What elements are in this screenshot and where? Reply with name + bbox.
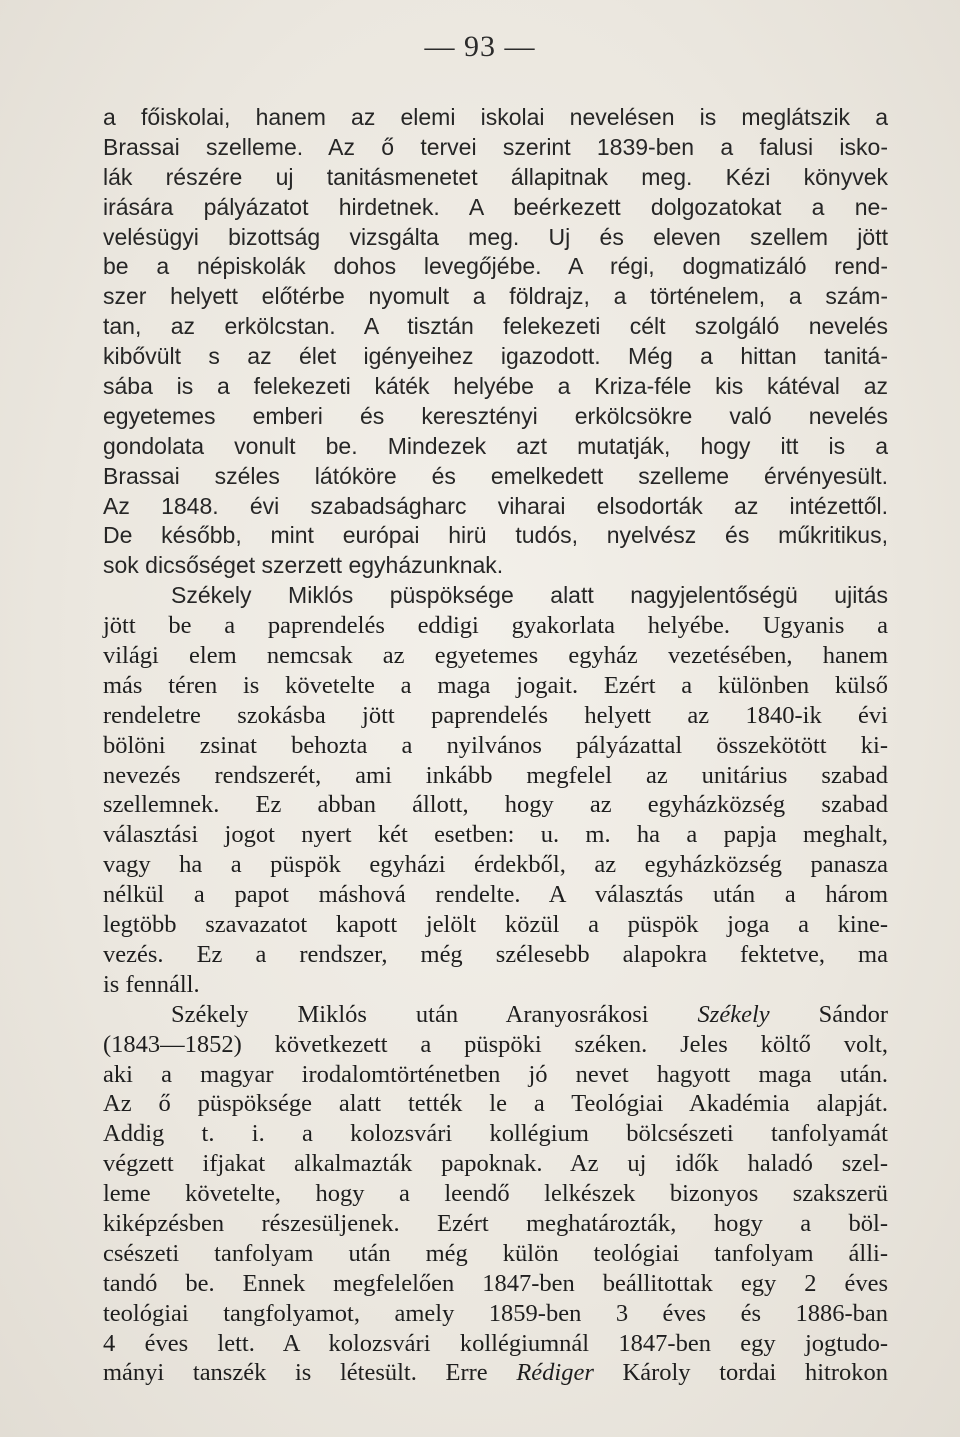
text-line (103, 252, 888, 282)
text-segment: nevezés rendszerét, ami inkább megfelel az unitárius szabad (103, 761, 888, 789)
text-segment: gondolata vonult be. Mindezek azt mutatják, hogy itt is a (103, 432, 888, 459)
text-segment: Székely Miklós püspöksége alatt nagyjelentőségü ujitás (171, 582, 888, 609)
text-segment: tan, az erkölcstan. A tisztán felekezeti célt szolgáló nevelés (103, 313, 888, 340)
text-segment: 4 éves lett. A kolozsvári kollégiumnál 1847-ben egy jogtudo- (103, 1329, 888, 1357)
text-segment: Az ő püspöksége alatt tették le a Teológiai Akadémia alapját. (103, 1090, 888, 1118)
text-line (103, 1239, 888, 1269)
text-line (103, 1089, 888, 1119)
text-line (103, 342, 888, 372)
text-line (103, 551, 888, 581)
text-line (103, 1149, 888, 1179)
text-line (103, 1060, 888, 1090)
text-segment: be a népiskolák dohos levegőjébe. A régi, dogmatizáló rend- (103, 253, 888, 280)
text-segment: aki a magyar irodalomtörténetben jó nevet hagyott maga után. (103, 1060, 888, 1088)
text-segment: legtöbb szavazatot kapott jelölt közül a püspök joga a kine- (103, 911, 888, 939)
text-line (103, 1000, 888, 1030)
text-segment: (1843—1852) következett a püspöki széken. Jeles költő volt, (103, 1030, 888, 1058)
text-line (103, 103, 888, 133)
text-segment: kiképzésben részesüljenek. Ezért meghatározták, hogy a böl- (103, 1209, 888, 1237)
text-segment: kibővült s az élet igényeihez igazodott. Még a hittan tanitá- (103, 343, 888, 370)
text-segment: Károly tordai hitrokon (593, 1359, 889, 1387)
text-line (103, 223, 888, 253)
page-number: — 93 — (424, 30, 536, 63)
text-line (103, 282, 888, 312)
text-line (103, 133, 888, 163)
text-segment: vagy ha a püspök egyházi érdekből, az egyházközség panasza (103, 851, 888, 879)
text-segment: a főiskolai, hanem az elemi iskolai nevelésen is meglátszik a (103, 104, 888, 130)
text-line (103, 671, 888, 701)
text-line (103, 1329, 888, 1359)
text-line (103, 850, 888, 880)
italic-name: Székely (697, 1000, 770, 1028)
text-line (103, 1358, 888, 1388)
text-segment: is fennáll. (103, 970, 200, 998)
text-line (103, 1299, 888, 1329)
text-segment: bölöni zsinat behozta a nyilvános pályázattal összekötött ki- (103, 731, 888, 759)
text-segment: Addig t. i. a kolozsvári kollégium bölcsészeti tanfolyamát (103, 1120, 888, 1148)
text-segment: Brassai széles látóköre és emelkedett szelleme érvényesült. (103, 462, 888, 489)
text-line (103, 940, 888, 970)
text-line (103, 1030, 888, 1060)
text-line (103, 312, 888, 342)
text-line (103, 193, 888, 223)
text-line (103, 492, 888, 522)
text-segment: tandó be. Ennek megfelelően 1847-ben beállitottak egy 2 éves (103, 1269, 888, 1297)
text-line (103, 820, 888, 850)
text-segment: egyetemes emberi és keresztényi erkölcsökre való nevelés (103, 402, 888, 429)
text-line (103, 701, 888, 731)
text-line (103, 1269, 888, 1299)
text-segment: lák részére uj tanitásmenetet állapitnak meg. Kézi könyvek (103, 163, 888, 190)
text-segment: velésügyi bizottság vizsgálta meg. Uj és eleven szellem jött (103, 223, 888, 250)
text-line (103, 1119, 888, 1149)
text-segment: leme követelte, hogy a leendő lelkészek bizonyos szakszerü (103, 1180, 888, 1208)
text-segment: vezés. Ez a rendszer, még szélesebb alapokra fektetve, ma (103, 940, 888, 968)
text-segment: végzett ifjakat alkalmazták papoknak. Az uj idők haladó szel- (103, 1150, 888, 1178)
text-segment: teológiai tangfolyamot, amely 1859-ben 3 éves és 1886-ban (103, 1299, 888, 1327)
text-segment: Székely Miklós után Aranyosrákosi (171, 1000, 698, 1028)
text-line (103, 432, 888, 462)
text-segment: világi elem nemcsak az egyetemes egyház vezetésében, hanem (103, 642, 888, 670)
text-segment: De később, mint európai hirü tudós, nyelvész és műkritikus, (103, 522, 888, 549)
text-line (103, 880, 888, 910)
text-segment: választási jogot nyert két esetben: u. m. ha a papja meghalt, (103, 821, 888, 849)
text-line (103, 402, 888, 432)
text-segment: sába is a felekezeti káték helyébe a Kriza-féle kis kátéval az (103, 373, 888, 400)
text-segment: csészeti tanfolyam után még külön teológiai tanfolyam álli- (103, 1239, 888, 1267)
text-line (103, 790, 888, 820)
text-line (103, 372, 888, 402)
text-segment: szer helyett előtérbe nyomult a földrajz, a történelem, a szám- (103, 283, 888, 310)
text-line (103, 581, 888, 611)
text-line (103, 761, 888, 791)
text-line (103, 1209, 888, 1239)
text-segment: nélkül a papot máshová rendelte. A választás után a három (103, 881, 888, 909)
text-segment: sok dicsőséget szerzett egyházunknak. (103, 552, 504, 579)
text-segment: jött be a paprendelés eddigi gyakorlata helyébe. Ugyanis a (103, 612, 888, 640)
text-segment: Sándor (769, 1000, 888, 1028)
text-segment: más téren is követelte a maga jogait. Ezért a különben külső (103, 671, 888, 699)
text-segment: Brassai szelleme. Az ő tervei szerint 1839-ben a falusi isko- (103, 133, 888, 160)
text-line (103, 462, 888, 492)
italic-name: Rédiger (516, 1359, 594, 1387)
text-segment: Az 1848. évi szabadságharc viharai elsodorták az intézettől. (103, 492, 888, 519)
text-segment: szellemnek. Ez abban állott, hogy az egyházközség szabad (103, 791, 888, 819)
text-segment: irására pályázatot hirdetnek. A beérkezett dolgozatokat a ne- (103, 193, 888, 220)
text-line (103, 521, 888, 551)
body-text (103, 103, 888, 1388)
text-line (103, 163, 888, 193)
text-line (103, 731, 888, 761)
text-line (103, 1179, 888, 1209)
text-line (103, 970, 888, 1000)
text-line (103, 641, 888, 671)
text-line (103, 910, 888, 940)
text-line (103, 611, 888, 641)
text-segment: mányi tanszék is létesült. Erre (103, 1359, 517, 1387)
text-segment: rendeletre szokásba jött paprendelés helyett az 1840-ik évi (103, 701, 888, 729)
